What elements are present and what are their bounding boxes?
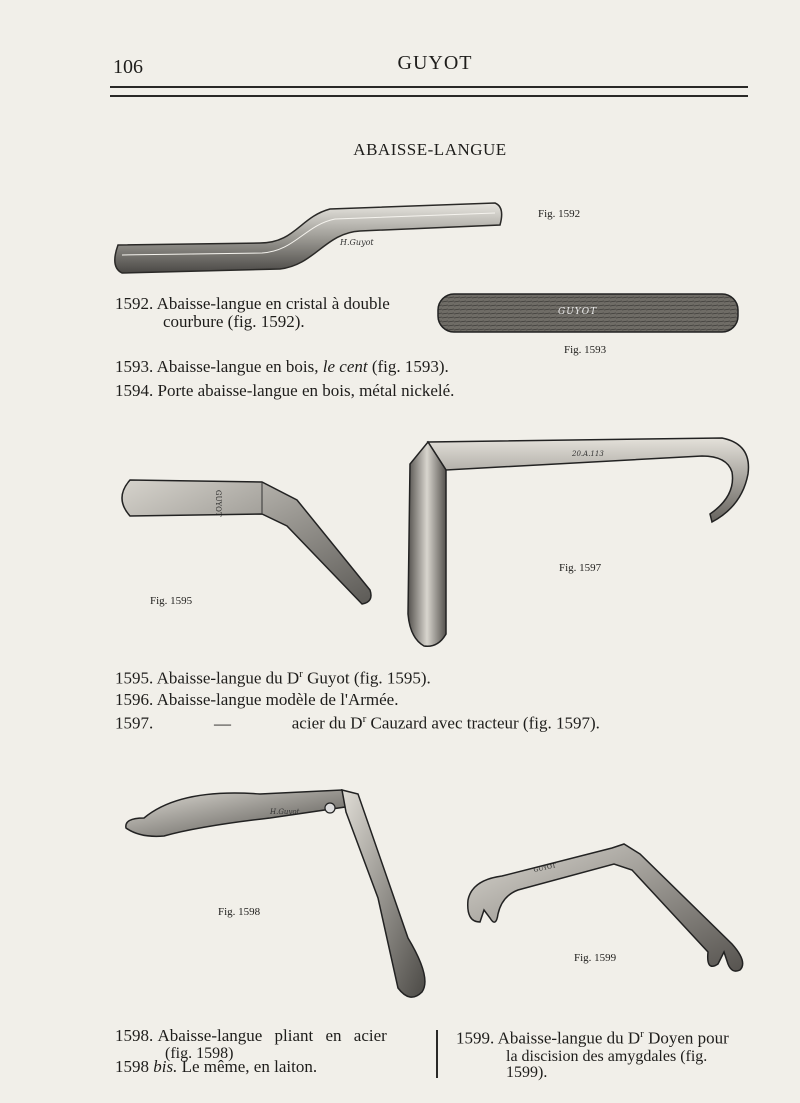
fig-1592-caption: Fig. 1592 [538,208,581,220]
entry-1595: 1595. Abaisse-langue du $D^r$ Guyot (fig. 1595). [115,668,431,688]
fig-1593-caption: Fig. 1593 [564,344,607,356]
entry-1596: 1596. Abaisse-langue modèle de l'Armée. [115,690,399,709]
fig-1599-caption: Fig. 1599 [574,952,617,964]
entry-1598-cont: (fig. 1598) [165,1045,234,1062]
fig-1593-stamp: GUYOT [558,307,598,317]
column-divider [436,1030,438,1078]
fig-1595-illustration [112,470,382,610]
fig-1597-caption: Fig. 1597 [559,562,602,574]
fig-1598-illustration [120,778,440,1000]
header-rule-top [110,86,748,88]
fig-1592-illustration [110,195,510,285]
entry-1599-cont2: 1599). [506,1064,548,1081]
fig-1592-signature: H.Guyot [340,238,374,247]
fig-1598-caption: Fig. 1598 [218,906,261,918]
fig-1597-illustration [402,434,754,650]
running-header: GUYOT [397,52,473,74]
entry-1599: 1599. Abaisse-langue du $D^r$ Doyen pour [456,1028,729,1048]
fig-1597-stamp: 20.A.113 [572,450,604,458]
entry-1599-cont: la discision des amygdales (fig. [506,1048,708,1065]
entry-1593: 1593. Abaisse-langue en bois, le cent (fig. 1593). [115,357,449,376]
page-number: 106 [113,56,143,78]
entry-1598bis: 1598 bis. Le même, en laiton. [115,1057,318,1076]
entry-1592: 1592. Abaisse-langue en cristal à double [115,294,390,313]
entry-1598: 1598. Abaisse-langue pliant en acier [115,1026,387,1045]
section-title: ABAISSE-LANGUE [353,140,507,159]
header-rule-bottom [110,95,748,97]
fig-1598-signature: H.Guyot [270,808,300,816]
fig-1595-stamp: GUYOT [214,490,222,517]
entry-1597: 1597. — acier du $D^r$ Cauzard avec tracteur (fig. 1597). [115,713,600,733]
entry-1592-cont: courbure (fig. 1592). [163,312,305,331]
fig-1595-caption: Fig. 1595 [150,595,193,607]
fig-1593-illustration [436,292,741,336]
entry-1594: 1594. Porte abaisse-langue en bois, métal nickelé. [115,381,455,400]
fig-1599-stamp: GUYOT [532,862,557,874]
